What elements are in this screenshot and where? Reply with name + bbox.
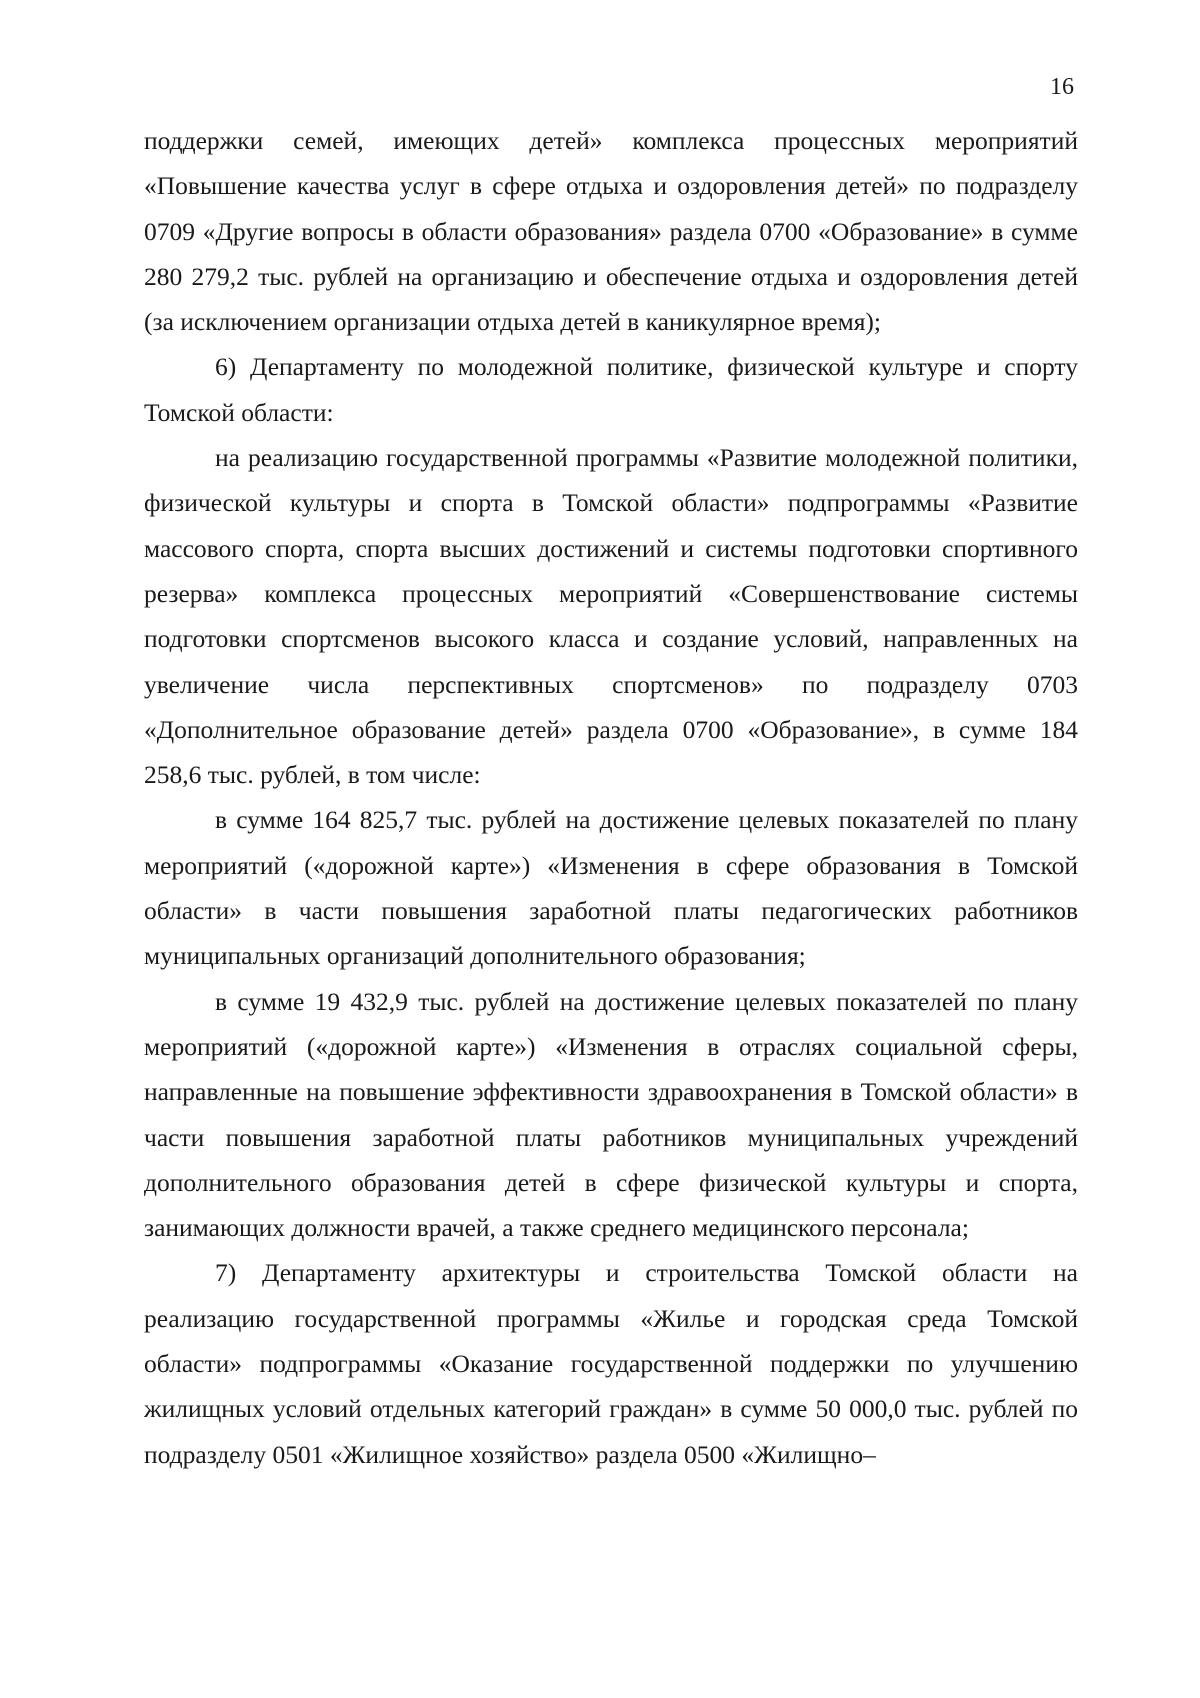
paragraph-item-7: 7) Департаменту архитектуры и строительства Томской области на реализацию государственной программы «Жилье и городская среда Томской области» подпрограммы «Оказание государственной поддержки по улучшению жилищных условий отдельных категорий граждан» в сумме 50 000,0 тыс. рублей по подразделу 0501 «Жилищное хозяйство» раздела 0500 «Жилищно– — [144, 1258, 1078, 1469]
paragraph-continuation: поддержки семей, имеющих детей» комплекса процессных мероприятий «Повышение качества услуг в сфере отдыха и оздоровления детей» по подразделу 0709 «Другие вопросы в области образования» раздела 0700 «Образование» в сумме 280 279,2 тыс. рублей на организацию и обеспечение отдыха и оздоровления детей (за исключением организации отдыха детей в каникулярное время); — [144, 126, 1078, 337]
page-number: 16 — [1050, 74, 1074, 100]
document-body — [144, 118, 1078, 1477]
paragraph-item-6-heading: 6) Департаменту по молодежной политике, физической культуре и спорту Томской области: — [144, 352, 1078, 427]
paragraph-item-6-program: на реализацию государственной программы «Развитие молодежной политики, физической культуры и спорта в Томской области» подпрограммы «Развитие массового спорта, спорта высших достижений и системы подготовки спортивного резерва» комплекса процессных мероприятий «Совершенствование системы подготовки спортсменов высокого класса и создание условий, направленных на увеличение числа перспективных спортсменов» по подразделу 0703 «Дополнительное образование детей» раздела 0700 «Образование», в сумме 184 258,6 тыс. рублей, в том числе: — [144, 443, 1078, 790]
paragraph-item-6-subsum-1: в сумме 164 825,7 тыс. рублей на достижение целевых показателей по плану мероприятий («дорожной карте») «Изменения в сфере образования в Томской области» в части повышения заработной платы педагогических работников муниципальных организаций дополнительного образования; — [144, 805, 1078, 971]
paragraph-item-6-subsum-2: в сумме 19 432,9 тыс. рублей на достижение целевых показателей по плану мероприятий («дорожной карте») «Изменения в отраслях социальной сферы, направленные на повышение эффективности здравоохранения в Томской области» в части повышения заработной платы работников муниципальных учреждений дополнительного образования детей в сфере физической культуры и спорта, занимающих должности врачей, а также среднего медицинского персонала; — [144, 986, 1078, 1243]
